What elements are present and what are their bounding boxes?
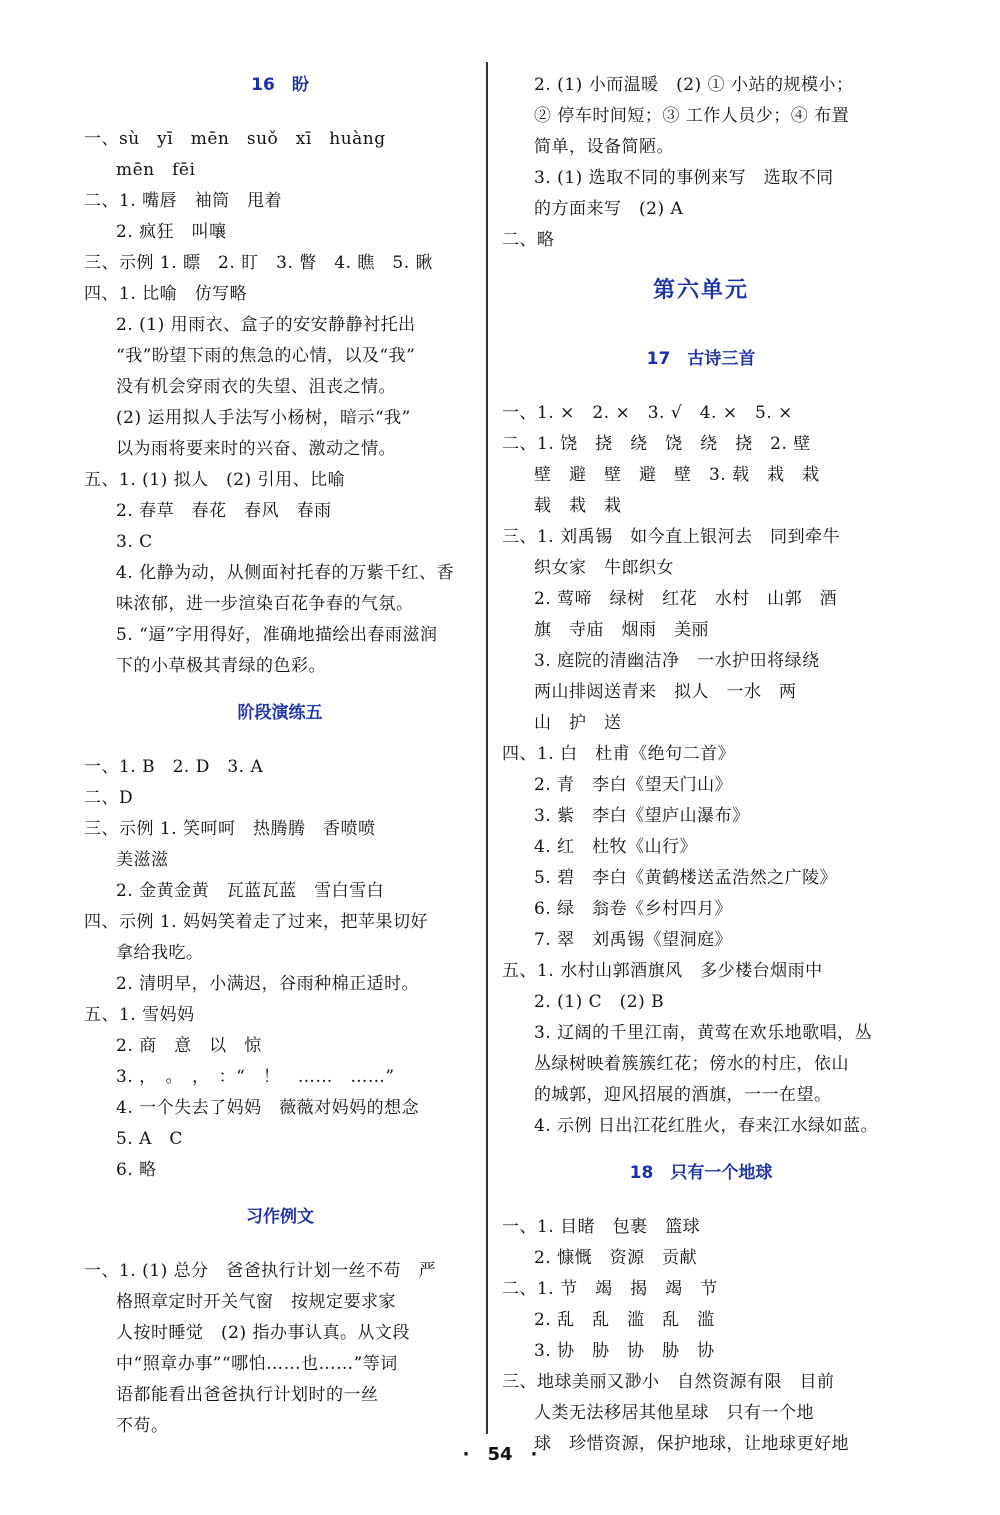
answer-line: 4. 红 杜牧《山行》: [534, 837, 698, 857]
answer-line: 二、1. 节 竭 揭 竭 节: [502, 1279, 718, 1299]
answer-line: 两山排闼送青来 拟人 一水 两: [534, 682, 797, 702]
answer-line: 三、示例 1. 瞟 2. 盯 3. 瞥 4. 瞧 5. 瞅: [84, 253, 434, 273]
answer-line: “我”盼望下雨的焦急的心情，以及“我”: [116, 346, 416, 366]
answer-line: 3. 协 胁 协 胁 协: [534, 1341, 715, 1361]
answer-line: 五、1. 雪妈妈: [84, 1005, 195, 1025]
section-heading: 16 盼: [251, 75, 309, 95]
section-heading: 17 古诗三首: [646, 349, 756, 369]
answer-line: 4. 化静为动，从侧面衬托春的万紫千红、香: [116, 563, 455, 583]
section-heading: 18 只有一个地球: [629, 1163, 773, 1183]
answer-line: 人类无法移居其他星球 只有一个地: [534, 1403, 814, 1423]
answer-line: 三、1. 刘禹锡 如今直上银河去 同到牵牛: [502, 527, 841, 547]
answer-line: 2. (1) C (2) B: [534, 992, 665, 1012]
answer-line: 旗 寺庙 烟雨 美丽: [534, 620, 709, 640]
answer-line: 丛绿树映着簇簇红花；傍水的村庄，依山: [534, 1054, 849, 1074]
answer-line: 3. (1) 选取不同的事例来写 选取不同: [534, 168, 834, 188]
answer-line: 一、1. 目睹 包裹 篮球: [502, 1217, 701, 1237]
answer-line: 没有机会穿雨衣的失望、沮丧之情。: [116, 377, 396, 397]
answer-line: 3. ， 。 ， ：“ ！ …… ……”: [116, 1067, 395, 1087]
answer-line: 壁 避 壁 避 壁 3. 载 栽 栽: [534, 465, 820, 485]
answer-line: 二、D: [84, 788, 134, 808]
answer-line: 6. 略: [116, 1160, 157, 1180]
answer-line: 3. 辽阔的千里江南，黄莺在欢乐地歌唱，丛: [534, 1023, 873, 1043]
answer-line: 五、1. (1) 拟人 (2) 引用、比喻: [84, 470, 346, 490]
answer-line: 5. 碧 李白《黄鹤楼送孟浩然之广陵》: [534, 868, 838, 888]
page-number: · 54 ·: [462, 1444, 538, 1465]
answer-line: 5. A C: [116, 1129, 183, 1149]
answer-line: 二、1. 饶 挠 绕 饶 绕 挠 2. 壁: [502, 434, 811, 454]
answer-line: 2. (1) 小而温暖 (2) ① 小站的规模小；: [534, 75, 854, 95]
unit-heading: 第六单元: [652, 278, 749, 303]
answer-line: 以为雨将要来时的兴奋、激动之情。: [116, 439, 396, 459]
answer-line: 2. 金黄金黄 瓦蓝瓦蓝 雪白雪白: [116, 881, 385, 901]
answer-line: 的方面来写 (2) A: [534, 199, 684, 219]
answer-line: 3. C: [116, 532, 153, 552]
answer-line: 3. 庭院的清幽洁净 一水护田将绿绕: [534, 651, 820, 671]
answer-line: 织女家 牛郎织女: [534, 558, 674, 578]
answer-line: 四、1. 比喻 仿写略: [84, 284, 248, 304]
answer-line: 下的小草极其青绿的色彩。: [116, 656, 326, 676]
answer-line: 4. 示例 日出江花红胜火，春来江水绿如蓝。: [534, 1116, 879, 1136]
section-heading: 阶段演练五: [237, 703, 323, 723]
answer-line: 2. (1) 用雨衣、盒子的安安静静衬托出: [116, 315, 416, 335]
answer-line: ② 停车时间短；③ 工作人员少；④ 布置: [534, 106, 850, 126]
answer-line: 2. 青 李白《望天门山》: [534, 775, 733, 795]
answer-line: 2. 商 意 以 惊: [116, 1036, 262, 1056]
answer-line: 美滋滋: [116, 850, 169, 870]
answer-line: 一、1. B 2. D 3. A: [84, 757, 264, 777]
answer-line: 球 珍惜资源，保护地球，让地球更好地: [534, 1434, 849, 1454]
answer-line: 二、略: [502, 230, 555, 250]
answer-line: 五、1. 水村山郭酒旗风 多少楼台烟雨中: [502, 961, 823, 981]
answer-line: 一、1. × 2. × 3. √ 4. × 5. ×: [502, 403, 793, 423]
answer-line: 拿给我吃。: [116, 943, 204, 963]
answer-line: 人按时睡觉 (2) 指办事认真。从文段: [116, 1323, 410, 1343]
section-heading: 习作例文: [246, 1207, 314, 1227]
answer-line: 三、示例 1. 笑呵呵 热腾腾 香喷喷: [84, 819, 376, 839]
answer-line: 2. 慷慨 资源 贡献: [534, 1248, 698, 1268]
column-divider: [486, 62, 488, 1434]
answer-line: 二、1. 嘴唇 袖筒 甩着: [84, 191, 283, 211]
answer-line: 2. 疯狂 叫嚷: [116, 222, 227, 242]
answer-line: 一、1. (1) 总分 爸爸执行计划一丝不苟 严: [84, 1261, 437, 1281]
answer-line: 的城郭，迎风招展的酒旗，一一在望。: [534, 1085, 832, 1105]
answer-line: 2. 乱 乱 滥 乱 滥: [534, 1310, 715, 1330]
answer-line: 中“照章办事”“哪怕……也……”等词: [116, 1354, 398, 1374]
answer-line: mēn fēi: [116, 160, 196, 180]
answer-line: 三、地球美丽又渺小 自然资源有限 目前: [502, 1372, 835, 1392]
answer-line: (2) 运用拟人手法写小杨树，暗示“我”: [116, 408, 411, 428]
answer-line: 四、1. 白 杜甫《绝句二首》: [502, 744, 736, 764]
answer-line: 格照章定时开关气窗 按规定要求家: [116, 1292, 396, 1312]
answer-line: 简单，设备简陋。: [534, 137, 674, 157]
answer-line: 4. 一个失去了妈妈 薇薇对妈妈的想念: [116, 1098, 420, 1118]
answer-line: 2. 莺啼 绿树 红花 水村 山郭 酒: [534, 589, 838, 609]
answer-line: 味浓郁，进一步渲染百花争春的气氛。: [116, 594, 414, 614]
answer-line: 3. 紫 李白《望庐山瀑布》: [534, 806, 750, 826]
answer-line: 语都能看出爸爸执行计划时的一丝: [116, 1385, 379, 1405]
answer-line: 山 护 送: [534, 713, 622, 733]
answer-line: 6. 绿 翁卷《乡村四月》: [534, 899, 733, 919]
answer-line: 四、示例 1. 妈妈笑着走了过来，把苹果切好: [84, 912, 429, 932]
answer-line: 7. 翠 刘禹锡《望洞庭》: [534, 930, 733, 950]
answer-line: 载 栽 栽: [534, 496, 622, 516]
answer-line: 一、sù yī mēn suǒ xī huàng: [84, 129, 386, 149]
answer-line: 不苟。: [116, 1416, 169, 1436]
answer-line: 2. 清明早，小满迟，谷雨种棉正适时。: [116, 974, 420, 994]
answer-line: 2. 春草 春花 春风 春雨: [116, 501, 332, 521]
answer-line: 5. “逼”字用得好，准确地描绘出春雨滋润: [116, 625, 438, 645]
